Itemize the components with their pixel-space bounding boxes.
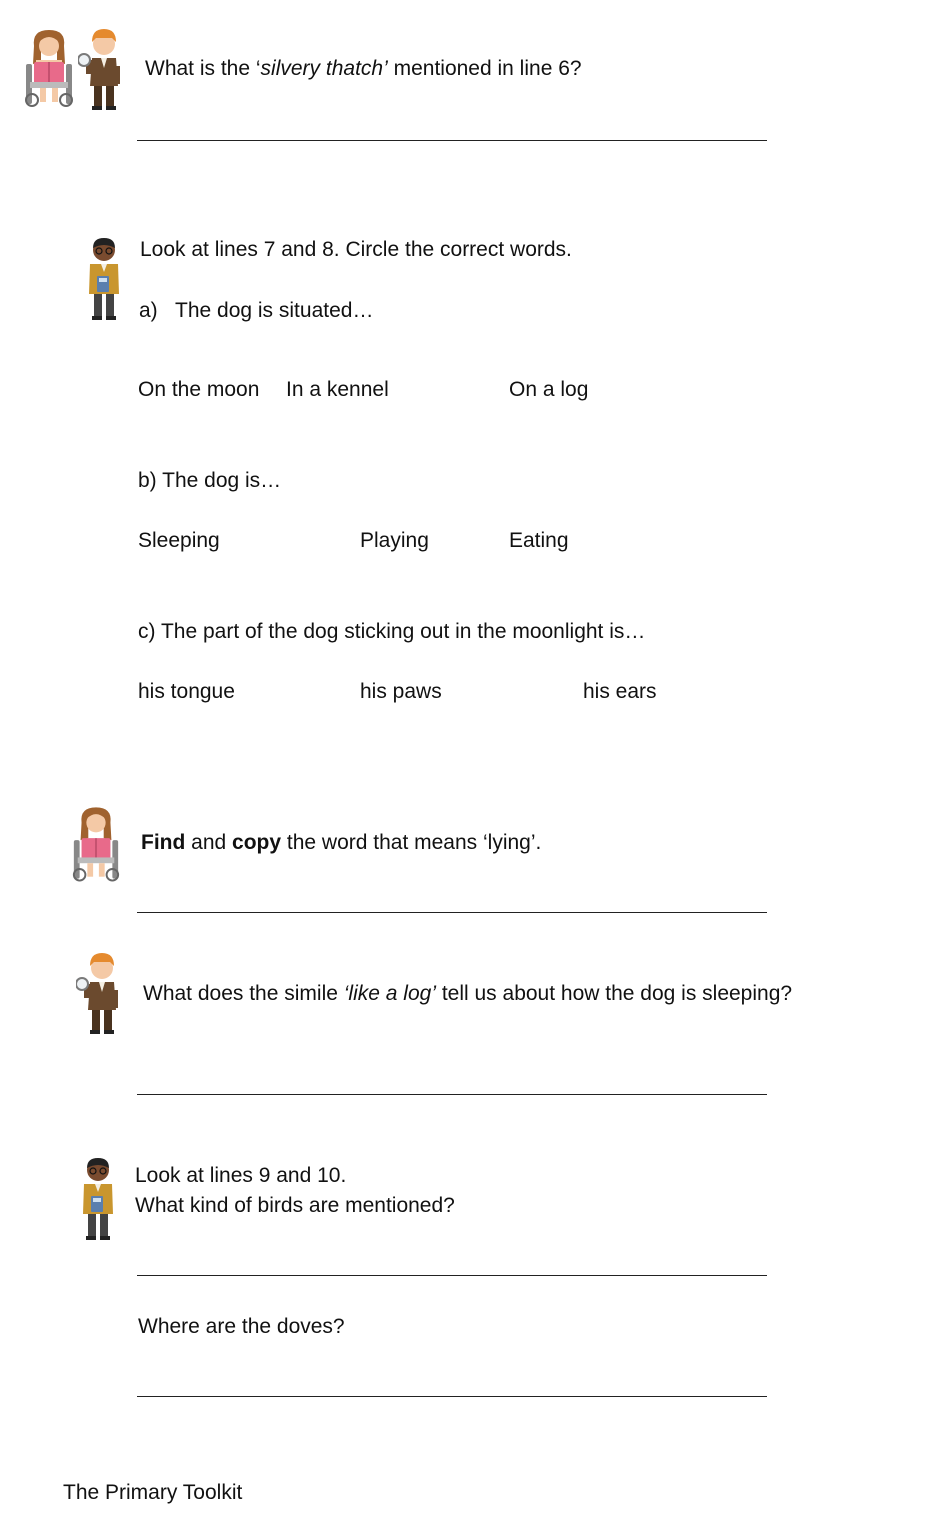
answer-line[interactable] — [137, 140, 767, 141]
option-eating[interactable]: Eating — [509, 529, 569, 552]
question-doves: Where are the doves? — [138, 1315, 345, 1338]
question-simile: What does the simile ‘like a log’ tell us about how the dog is sleeping? — [143, 982, 793, 1005]
answer-line[interactable] — [137, 912, 767, 913]
option-playing[interactable]: Playing — [360, 529, 429, 552]
girl-wheelchair-reading-icon — [70, 802, 122, 884]
option-sleeping[interactable]: Sleeping — [138, 529, 220, 552]
boy-magnifier-icon — [76, 950, 124, 1036]
question-birds: What kind of birds are mentioned? — [135, 1194, 455, 1217]
answer-line[interactable] — [137, 1275, 767, 1276]
boy-magnifier-icon — [78, 26, 126, 112]
answer-line[interactable] — [137, 1094, 767, 1095]
option-on-a-log[interactable]: On a log — [509, 378, 589, 401]
option-his-paws[interactable]: his paws — [360, 680, 442, 703]
part-c-text: c) The part of the dog sticking out in the moonlight is… — [138, 620, 646, 643]
boy-calculator-icon — [86, 236, 122, 324]
question-silvery-thatch: What is the ‘silvery thatch’ mentioned in line 6? — [145, 57, 582, 80]
part-a-label: a) — [139, 299, 158, 322]
part-b-text: b) The dog is… — [138, 469, 282, 492]
option-his-ears[interactable]: his ears — [583, 680, 657, 703]
question-lines-9-10: Look at lines 9 and 10. — [135, 1164, 347, 1187]
girl-wheelchair-reading-icon — [22, 26, 76, 108]
option-in-a-kennel[interactable]: In a kennel — [286, 378, 389, 401]
answer-line[interactable] — [137, 1396, 767, 1397]
option-his-tongue[interactable]: his tongue — [138, 680, 235, 703]
question-circle-words: Look at lines 7 and 8. Circle the correct words. — [140, 238, 572, 261]
boy-calculator-icon — [80, 1156, 116, 1244]
part-a-text: The dog is situated… — [175, 299, 374, 322]
footer-brand: The Primary Toolkit — [63, 1481, 243, 1504]
question-find-copy: Find and copy the word that means ‘lying’. — [141, 831, 542, 854]
option-on-the-moon[interactable]: On the moon — [138, 378, 260, 401]
